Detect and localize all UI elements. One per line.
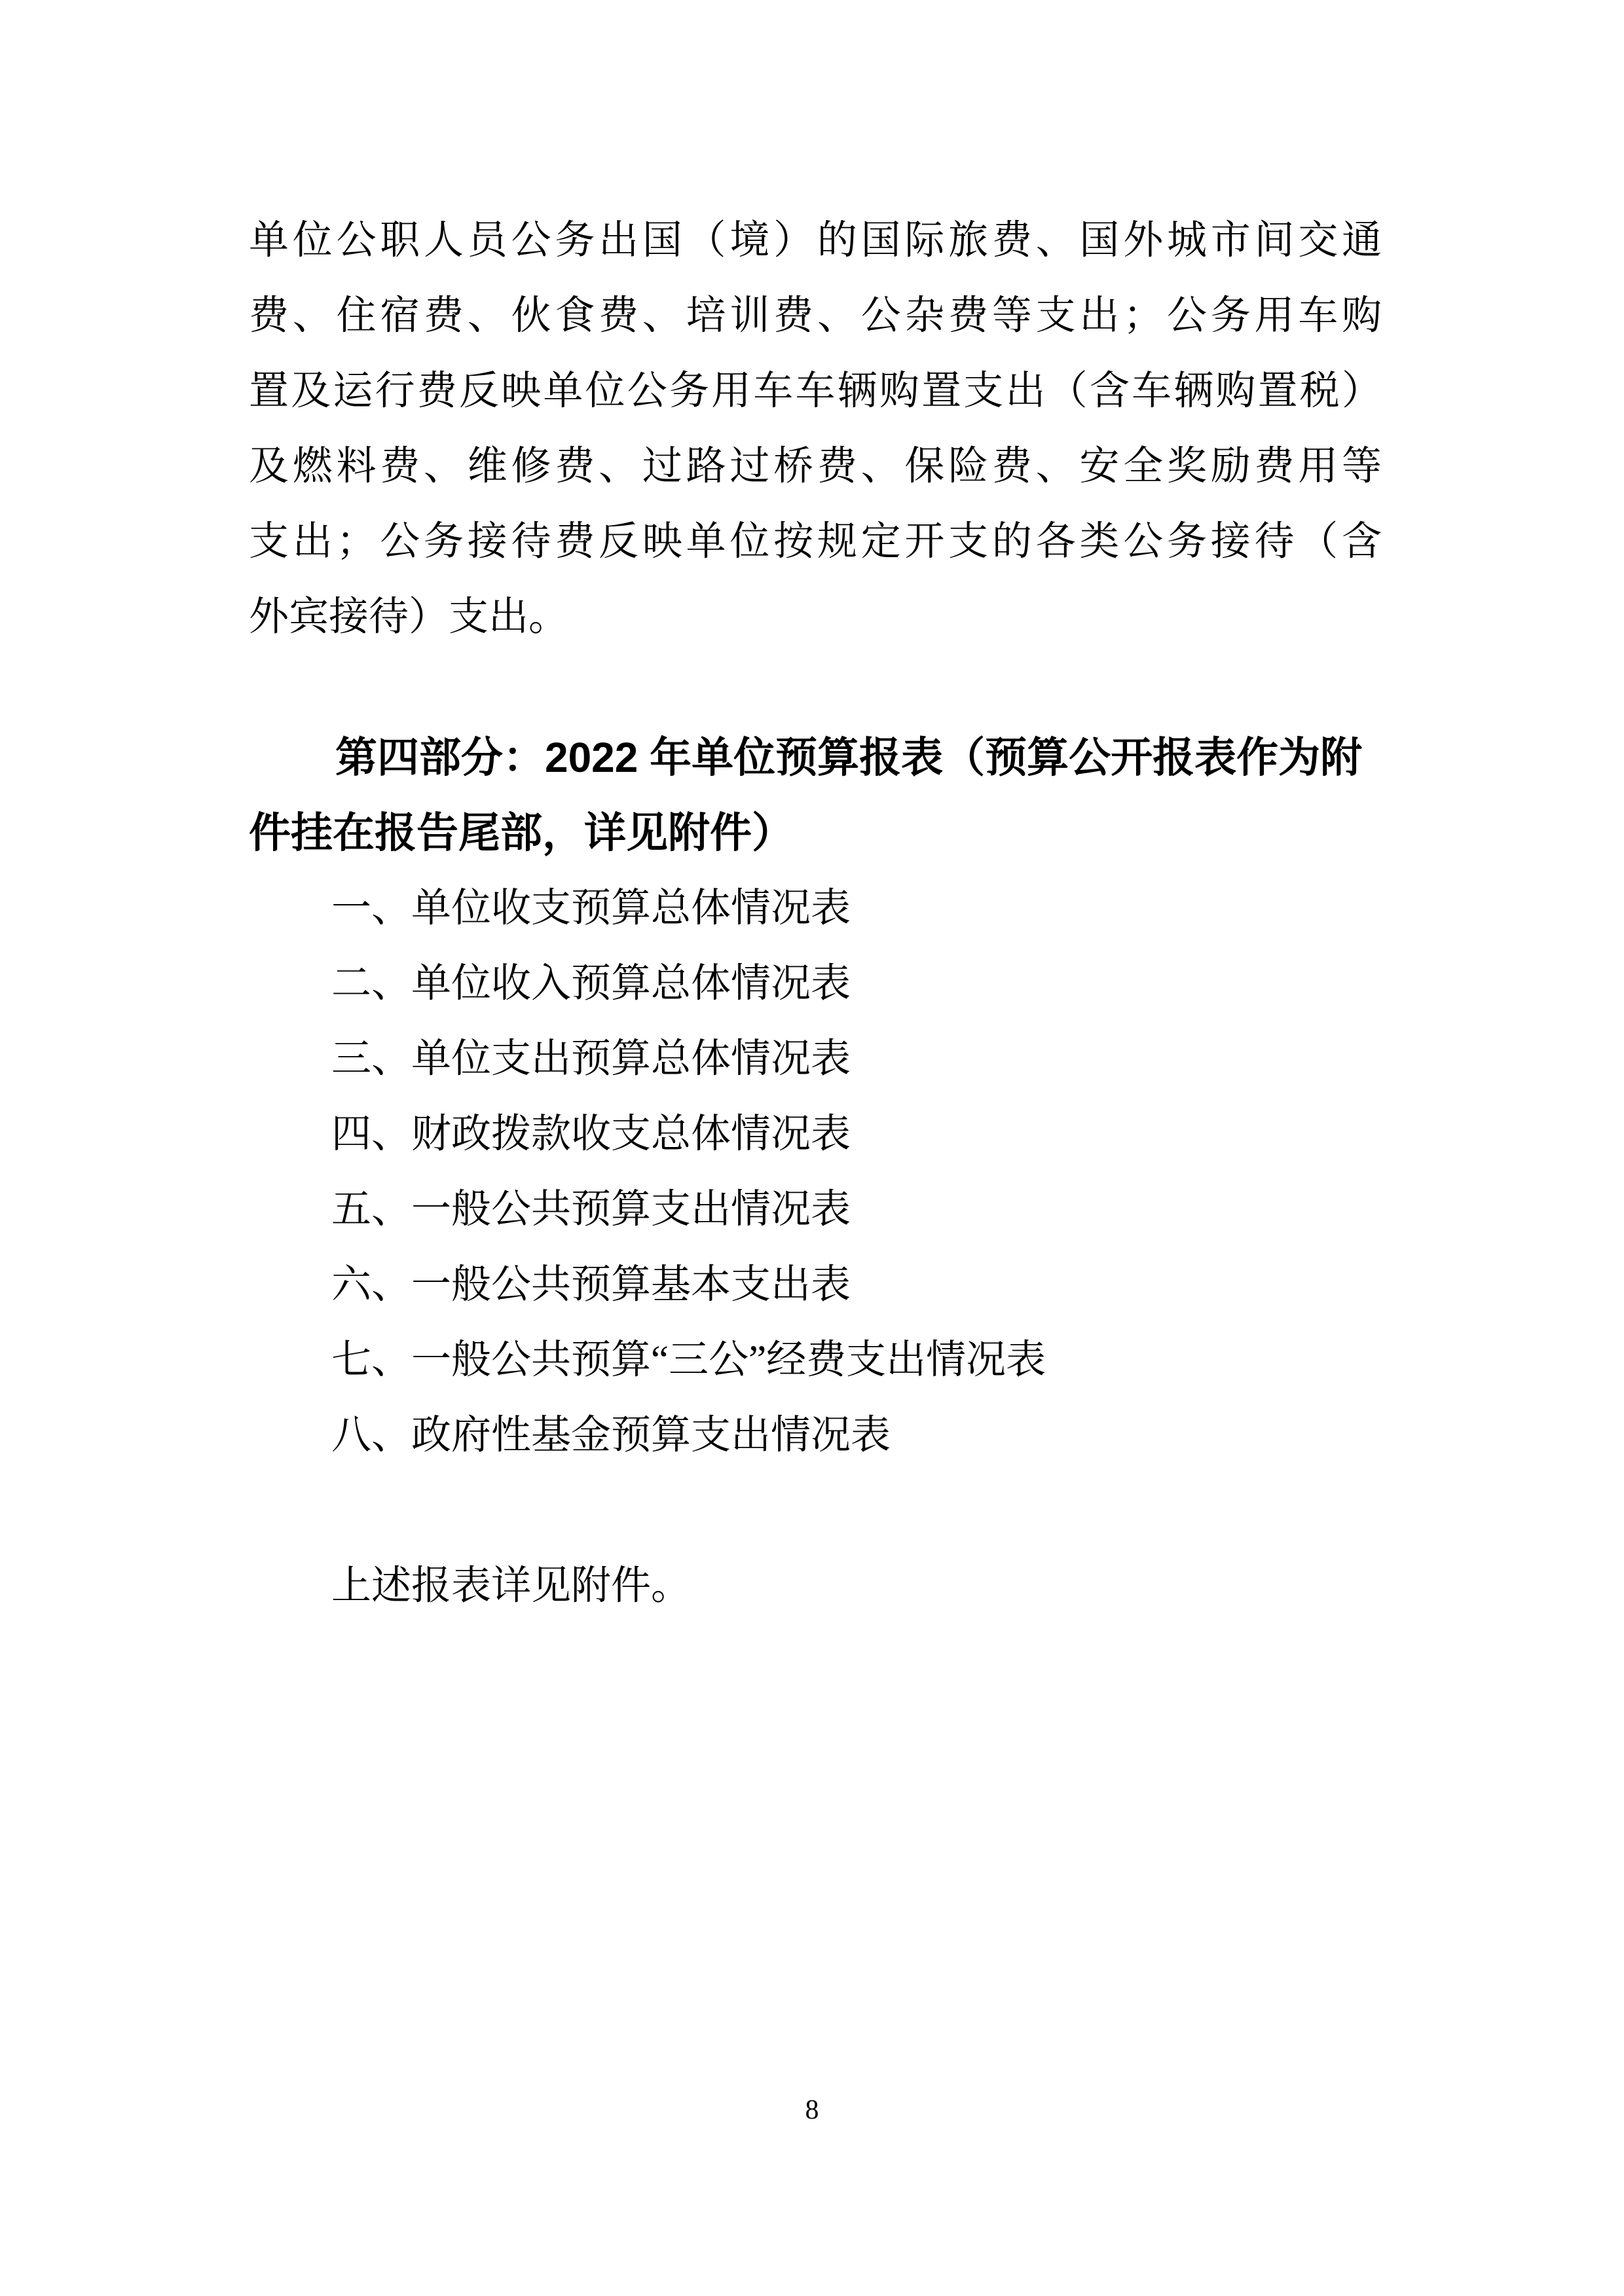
list-item: 一、单位收支预算总体情况表 xyxy=(331,886,851,930)
list-item: 二、单位收入预算总体情况表 xyxy=(331,962,851,1006)
paragraph-line: 费、住宿费、伙食费、培训费、公杂费等支出；公务用车购 xyxy=(249,294,1382,338)
report-table-list xyxy=(249,871,1382,1473)
list-item: 八、政府性基金预算支出情况表 xyxy=(331,1413,891,1457)
section-heading xyxy=(249,720,1382,871)
paragraph-line: 单位公职人员公务出国（境）的国际旅费、国外城市间交通 xyxy=(249,219,1382,263)
paragraph-line: 及燃料费、维修费、过路过桥费、保险费、安全奖励费用等 xyxy=(249,445,1382,488)
paragraph-line: 外宾接待）支出。 xyxy=(249,595,569,639)
closing-line: 上述报表详见附件。 xyxy=(331,1564,692,1608)
list-item: 六、一般公共预算基本支出表 xyxy=(331,1263,851,1307)
section-heading-line: 件挂在报告尾部，详见附件） xyxy=(249,809,794,856)
page-number: 8 xyxy=(805,2095,819,2125)
paragraph-line: 置及运行费反映单位公务用车车辆购置支出（含车辆购置税） xyxy=(249,369,1382,413)
body-paragraph xyxy=(249,203,1382,655)
list-item: 七、一般公共预算“三公”经费支出情况表 xyxy=(331,1338,1046,1382)
section-heading-line: 第四部分：2022 年单位预算报表（预算公开报表作为附 xyxy=(335,734,1363,781)
list-item: 四、财政拨款收支总体情况表 xyxy=(331,1112,851,1156)
paragraph-line: 支出；公务接待费反映单位按规定开支的各类公务接待（含 xyxy=(249,520,1382,564)
list-item: 三、单位支出预算总体情况表 xyxy=(331,1037,851,1081)
closing-paragraph xyxy=(249,1548,1382,1624)
list-item: 五、一般公共预算支出情况表 xyxy=(331,1188,851,1231)
